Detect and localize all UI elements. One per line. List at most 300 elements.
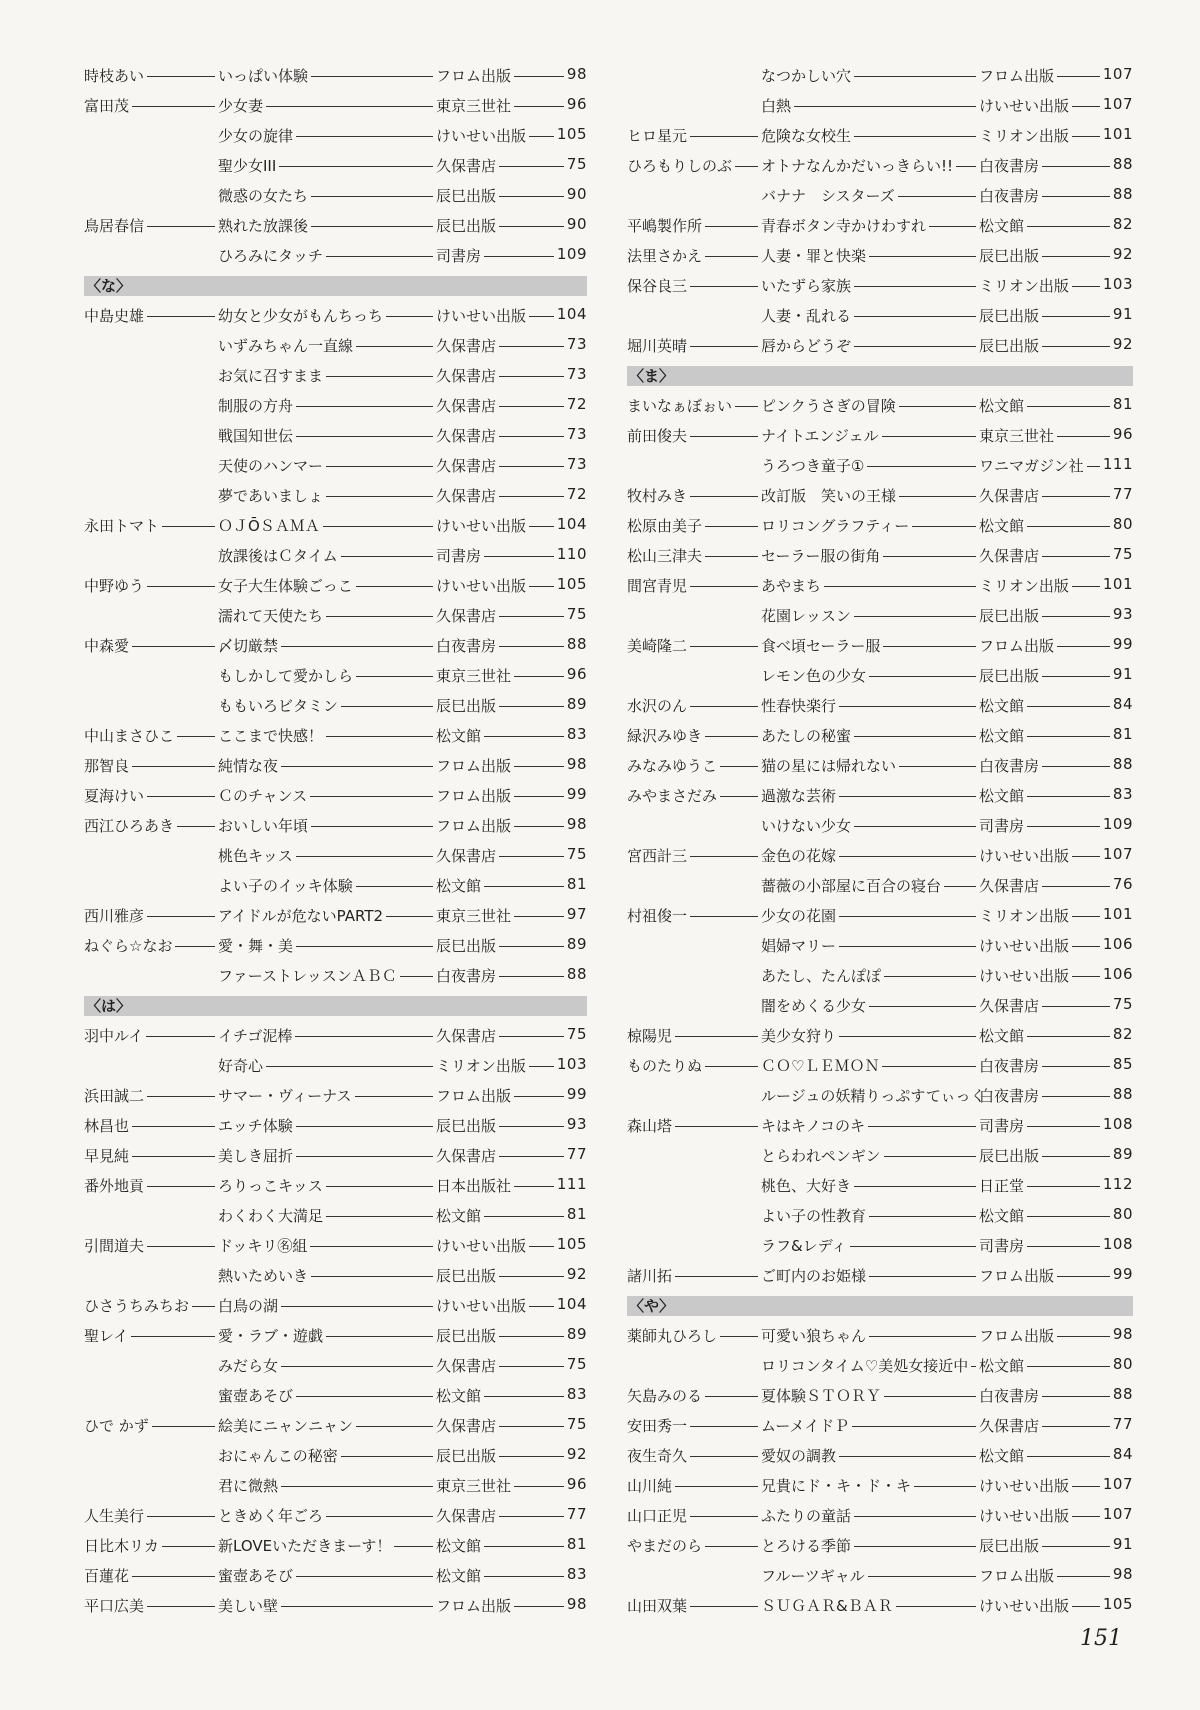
index-entry (84, 120, 587, 150)
entry-title: 猫の星には帰れない (761, 757, 897, 775)
entry-author: まいなぁぼぉい (627, 397, 733, 415)
entry-title: 幼女と少女がもんちっち (218, 307, 384, 325)
entry-publisher: 辰巳出版 (436, 187, 497, 205)
entry-page: 73 (566, 455, 587, 473)
entry-author: 堀川英晴 (627, 337, 688, 355)
leader-line (720, 796, 758, 797)
entry-title: ラフ&レディ (761, 1237, 847, 1255)
leader-line (131, 1336, 215, 1337)
entry-author: 時枝あい (84, 67, 145, 85)
entry-publisher: フロム出版 (979, 1267, 1055, 1285)
entry-page: 88 (1112, 1085, 1133, 1103)
entry-page: 99 (1112, 635, 1133, 653)
entry-title: 夢であいましょ (218, 487, 324, 505)
entry-page: 75 (566, 1415, 587, 1433)
entry-page: 89 (566, 1325, 587, 1343)
entry-page: 98 (566, 815, 587, 833)
index-entry (84, 810, 587, 840)
entry-publisher: けいせい出版 (436, 1297, 527, 1315)
index-entry (84, 150, 587, 180)
leader-line (882, 1066, 976, 1067)
entry-publisher: 辰巳出版 (979, 1537, 1040, 1555)
entry-publisher: フロム出版 (979, 1327, 1055, 1345)
entry-publisher: フロム出版 (979, 1567, 1055, 1585)
entry-author: 法里さかえ (627, 247, 703, 265)
leader-line (690, 916, 758, 917)
entry-page: 107 (1102, 1475, 1133, 1493)
entry-author: 早見純 (84, 1147, 130, 1165)
entry-page: 81 (566, 1205, 587, 1223)
entry-title: とらわれペンギン (761, 1147, 881, 1165)
entry-page: 72 (566, 485, 587, 503)
index-entry (627, 1020, 1133, 1050)
entry-author: 聖レイ (84, 1327, 129, 1345)
index-entry (84, 1410, 587, 1440)
index-entry (627, 870, 1133, 900)
entry-publisher: 松文館 (979, 697, 1025, 715)
leader-line (690, 1516, 758, 1517)
leader-line (499, 346, 564, 347)
entry-page: 85 (1112, 1055, 1133, 1073)
entry-title: 桃色キッス (218, 847, 293, 865)
leader-line (867, 466, 976, 467)
section-header (84, 270, 587, 300)
entry-publisher: 松文館 (436, 1567, 482, 1585)
leader-line (883, 646, 976, 647)
leader-line (484, 1576, 564, 1577)
entry-page: 83 (566, 725, 587, 743)
entry-title: 桃色、大好き (761, 1177, 852, 1195)
index-entry (84, 510, 587, 540)
entry-author: 緑沢みゆき (627, 727, 703, 745)
entry-publisher: フロム出版 (436, 757, 512, 775)
entry-author: 永田トマト (84, 517, 160, 535)
leader-line (690, 856, 758, 857)
index-entry (627, 780, 1133, 810)
index-entry (84, 1080, 587, 1110)
entry-title: ここまで快感！ (218, 727, 324, 745)
entry-publisher: けいせい出版 (979, 1597, 1070, 1615)
leader-line (499, 1156, 564, 1157)
entry-publisher: 辰巳出版 (436, 217, 497, 235)
entry-title: 新LOVEいただきまーす！ (218, 1537, 392, 1555)
entry-title: ロリコンタイム♡美処女接近中 (761, 1357, 969, 1375)
leader-line (296, 136, 433, 137)
leader-line (1027, 1456, 1110, 1457)
index-entry (84, 1140, 587, 1170)
entry-title: 人妻・罪と快楽 (761, 247, 867, 265)
leader-line (690, 286, 758, 287)
entry-title: いずみちゃん一直線 (218, 337, 354, 355)
leader-line (355, 1096, 433, 1097)
section-header (84, 990, 587, 1020)
entry-title: 〆切厳禁 (218, 637, 279, 655)
leader-line (514, 916, 564, 917)
leader-line (1042, 166, 1110, 167)
leader-line (147, 1606, 215, 1607)
leader-line (839, 1456, 976, 1457)
entry-page: 88 (1112, 185, 1133, 203)
entry-publisher: 辰巳出版 (436, 697, 497, 715)
leader-line (1072, 976, 1100, 977)
leader-line (869, 256, 976, 257)
leader-line (499, 466, 564, 467)
entry-page: 99 (1112, 1265, 1133, 1283)
entry-publisher: 白夜書房 (436, 967, 497, 985)
entry-page: 92 (566, 1445, 587, 1463)
leader-line (323, 526, 433, 527)
leader-line (1027, 406, 1110, 407)
leader-line (266, 106, 433, 107)
entry-publisher: けいせい出版 (979, 1477, 1070, 1495)
index-entry (627, 120, 1133, 150)
leader-line (1072, 856, 1100, 857)
entry-page: 75 (566, 1355, 587, 1373)
leader-line (529, 526, 554, 527)
leader-line (690, 436, 758, 437)
index-entry (627, 750, 1133, 780)
entry-page: 84 (1112, 1445, 1133, 1463)
entry-publisher: ミリオン出版 (979, 907, 1069, 925)
leader-line (839, 916, 976, 917)
leader-line (1057, 1276, 1110, 1277)
entry-page: 105 (556, 1235, 587, 1253)
entry-author: 人生美行 (84, 1507, 145, 1525)
entry-page: 104 (556, 515, 587, 533)
leader-line (1027, 826, 1100, 827)
index-entry (84, 900, 587, 930)
leader-line (281, 1366, 433, 1367)
entry-author: ねぐら☆なお (84, 937, 173, 955)
entry-publisher: 久保書店 (979, 877, 1040, 895)
index-entry (84, 1470, 587, 1500)
leader-line (854, 1186, 976, 1187)
leader-line (281, 1306, 433, 1307)
entry-title: 兄貴にド・キ・ド・キ (761, 1477, 912, 1495)
entry-publisher: 久保書店 (436, 457, 497, 475)
entry-title: 美しい壁 (218, 1597, 279, 1615)
entry-title: うろつき童子① (761, 457, 865, 475)
leader-line (690, 646, 758, 647)
entry-page: 77 (1112, 1415, 1133, 1433)
index-entry (627, 660, 1133, 690)
leader-line (514, 676, 564, 677)
index-entry (627, 600, 1133, 630)
entry-title: イチゴ泥棒 (218, 1027, 293, 1045)
leader-line (162, 1546, 215, 1547)
leader-line (394, 1546, 433, 1547)
entry-title: よい子の性教育 (761, 1207, 867, 1225)
index-entry (627, 1200, 1133, 1230)
entry-page: 88 (1112, 155, 1133, 173)
entry-publisher: ミリオン出版 (979, 277, 1069, 295)
leader-line (854, 736, 976, 737)
entry-publisher: 松文館 (436, 727, 482, 745)
leader-line (514, 106, 564, 107)
entry-page: 77 (566, 1505, 587, 1523)
entry-author: 前田俊夫 (627, 427, 688, 445)
entry-author: 百蓮花 (84, 1567, 130, 1585)
leader-line (690, 706, 758, 707)
entry-publisher: けいせい出版 (979, 967, 1070, 985)
index-entry (627, 990, 1133, 1020)
index-entry (627, 1440, 1133, 1470)
entry-publisher: 辰巳出版 (436, 937, 497, 955)
index-entry (627, 1410, 1133, 1440)
entry-page: 82 (1112, 1025, 1133, 1043)
index-entry (627, 1590, 1133, 1620)
entry-page: 105 (556, 575, 587, 593)
index-entry (84, 780, 587, 810)
leader-line (1027, 1126, 1100, 1127)
entry-publisher: 辰巳出版 (436, 1327, 497, 1345)
entry-publisher: ミリオン出版 (436, 1057, 526, 1075)
entry-page: 108 (1102, 1115, 1133, 1133)
leader-line (1027, 1216, 1110, 1217)
entry-author: 羽中ルイ (84, 1027, 144, 1045)
entry-page: 96 (566, 95, 587, 113)
leader-line (326, 496, 433, 497)
entry-title: バナナ シスターズ (761, 187, 895, 205)
entry-publisher: 久保書店 (436, 337, 497, 355)
index-entry (627, 1170, 1133, 1200)
index-entry (84, 1440, 587, 1470)
leader-line (281, 1486, 433, 1487)
entry-page: 96 (566, 665, 587, 683)
entry-author: やまだのら (627, 1537, 703, 1555)
leader-line (929, 226, 976, 227)
index-entry (627, 630, 1133, 660)
index-entry (627, 900, 1133, 930)
entry-page: 88 (566, 965, 587, 983)
entry-publisher: 辰巳出版 (979, 247, 1040, 265)
index-entry (627, 810, 1133, 840)
entry-page: 73 (566, 335, 587, 353)
entry-page: 81 (566, 1535, 587, 1553)
index-entry (84, 360, 587, 390)
entry-publisher: 松文館 (979, 217, 1025, 235)
entry-publisher: けいせい出版 (979, 937, 1070, 955)
leader-line (720, 1336, 758, 1337)
leader-line (675, 1276, 758, 1277)
entry-title: 蜜壺あそび (218, 1567, 294, 1585)
leader-line (944, 886, 976, 887)
leader-line (839, 946, 976, 947)
entry-page: 92 (1112, 335, 1133, 353)
index-column-left (84, 60, 587, 1620)
leader-line (400, 976, 433, 977)
entry-publisher: けいせい出版 (436, 577, 527, 595)
entry-author: ものたりぬ (627, 1057, 703, 1075)
leader-line (311, 1276, 433, 1277)
entry-publisher: ワニマガジン社 (979, 457, 1084, 475)
leader-line (854, 1516, 976, 1517)
entry-publisher: 東京三世社 (436, 1477, 512, 1495)
leader-line (884, 976, 976, 977)
entry-author: 夜生奇久 (627, 1447, 688, 1465)
leader-line (690, 136, 758, 137)
leader-line (1027, 226, 1110, 227)
entry-title: あたしの秘蜜 (761, 727, 852, 745)
index-entry (627, 1050, 1133, 1080)
entry-page: 93 (566, 1115, 587, 1133)
entry-author: 薬師丸ひろし (627, 1327, 718, 1345)
leader-line (499, 856, 564, 857)
entry-publisher: フロム出版 (436, 1087, 512, 1105)
entry-publisher: 東京三世社 (979, 427, 1055, 445)
leader-line (311, 826, 433, 827)
leader-line (1072, 286, 1100, 287)
section-label: 〈ま〉 (627, 366, 1133, 386)
leader-line (956, 166, 976, 167)
leader-line (1057, 646, 1110, 647)
leader-line (854, 286, 976, 287)
entry-title: Ｃのチャンス (218, 787, 308, 805)
entry-page: 110 (556, 545, 587, 563)
leader-line (132, 766, 215, 767)
entry-page: 98 (1112, 1325, 1133, 1343)
leader-line (192, 1306, 215, 1307)
entry-title: 放課後はＣタイム (218, 547, 338, 565)
entry-page: 75 (566, 155, 587, 173)
leader-line (295, 1036, 433, 1037)
leader-line (839, 706, 976, 707)
leader-line (1042, 316, 1110, 317)
entry-title: ドッキリ㊔組 (218, 1237, 308, 1255)
leader-line (1072, 106, 1100, 107)
leader-line (869, 1216, 976, 1217)
leader-line (514, 826, 564, 827)
entry-page: 108 (1102, 1235, 1133, 1253)
entry-page: 75 (566, 1025, 587, 1043)
index-entry (627, 1320, 1133, 1350)
leader-line (499, 1366, 564, 1367)
section-label: 〈な〉 (84, 276, 587, 296)
leader-line (1042, 1066, 1110, 1067)
entry-page: 107 (1102, 845, 1133, 863)
entry-title: 愛奴の調教 (761, 1447, 837, 1465)
section-header (627, 1290, 1133, 1320)
index-entry (84, 480, 587, 510)
leader-line (146, 1036, 215, 1037)
index-entry (627, 960, 1133, 990)
entry-publisher: 久保書店 (979, 487, 1040, 505)
entry-page: 101 (1102, 125, 1133, 143)
entry-page: 99 (566, 1085, 587, 1103)
index-entry (84, 1350, 587, 1380)
leader-line (341, 1456, 433, 1457)
index-entry (84, 450, 587, 480)
entry-title: 人妻・乱れる (761, 307, 852, 325)
entry-title: おいしい年頃 (218, 817, 309, 835)
entry-title: レモン色の少女 (761, 667, 867, 685)
entry-title: 熱いためいき (218, 1267, 309, 1285)
leader-line (266, 1066, 433, 1067)
entry-author: 那智良 (84, 757, 130, 775)
leader-line (326, 1336, 433, 1337)
index-entry (84, 1530, 587, 1560)
entry-publisher: 松文館 (979, 517, 1025, 535)
entry-page: 93 (1112, 605, 1133, 623)
entry-title: 美少女狩り (761, 1027, 837, 1045)
entry-title: ふたりの童話 (761, 1507, 852, 1525)
leader-line (499, 946, 564, 947)
entry-title: 唇からどうぞ (761, 337, 852, 355)
entry-publisher: 白夜書房 (979, 157, 1040, 175)
entry-publisher: 松文館 (436, 877, 482, 895)
index-entry (84, 1260, 587, 1290)
leader-line (341, 556, 433, 557)
leader-line (529, 1306, 554, 1307)
leader-line (529, 1066, 554, 1067)
leader-line (529, 1246, 554, 1247)
leader-line (514, 1606, 564, 1607)
entry-publisher: 司書房 (436, 247, 482, 265)
leader-line (690, 346, 758, 347)
leader-line (310, 1246, 433, 1247)
leader-line (882, 436, 976, 437)
entry-page: 73 (566, 365, 587, 383)
entry-page: 104 (556, 1295, 587, 1313)
entry-publisher: 白夜書房 (436, 637, 497, 655)
leader-line (883, 556, 976, 557)
index-entry (627, 720, 1133, 750)
entry-author: 村祖俊一 (627, 907, 688, 925)
leader-line (296, 436, 433, 437)
entry-title: 可愛い狼ちゃん (761, 1327, 867, 1345)
entry-publisher: フロム出版 (979, 637, 1055, 655)
leader-line (884, 1396, 976, 1397)
leader-line (499, 376, 564, 377)
entry-publisher: 久保書店 (979, 547, 1040, 565)
entry-publisher: 辰巳出版 (979, 307, 1040, 325)
leader-line (152, 1426, 215, 1427)
leader-line (326, 616, 433, 617)
entry-author: 林昌也 (84, 1117, 130, 1135)
leader-line (386, 916, 433, 917)
entry-title: 白鳥の湖 (218, 1297, 279, 1315)
entry-title: お気に召すまま (218, 367, 324, 385)
entry-publisher: 久保書店 (436, 1507, 497, 1525)
index-entry (627, 570, 1133, 600)
entry-page: 105 (1102, 1595, 1133, 1613)
entry-publisher: 久保書店 (436, 487, 497, 505)
index-entry (84, 1200, 587, 1230)
index-entry (84, 210, 587, 240)
entry-title: エッチ体験 (218, 1117, 293, 1135)
leader-line (1027, 1366, 1110, 1367)
entry-page: 76 (1112, 875, 1133, 893)
entry-title: 薔薇の小部屋に百合の寝台 (761, 877, 942, 895)
entry-page: 80 (1112, 1205, 1133, 1223)
entry-page: 75 (1112, 995, 1133, 1013)
entry-publisher: 日正堂 (979, 1177, 1025, 1195)
entry-publisher: ミリオン出版 (979, 127, 1069, 145)
leader-line (356, 676, 433, 677)
index-entry (84, 90, 587, 120)
entry-page: 90 (566, 215, 587, 233)
entry-publisher: 久保書店 (436, 157, 497, 175)
entry-author: ヒロ星元 (627, 127, 688, 145)
index-entry (627, 210, 1133, 240)
index-entry (627, 450, 1133, 480)
section-label: 〈や〉 (627, 1296, 1133, 1316)
entry-page: 105 (556, 125, 587, 143)
entry-page: 97 (566, 905, 587, 923)
leader-line (177, 826, 215, 827)
entry-publisher: 久保書店 (979, 1417, 1040, 1435)
entry-author: ひろもりしのぶ (627, 157, 733, 175)
